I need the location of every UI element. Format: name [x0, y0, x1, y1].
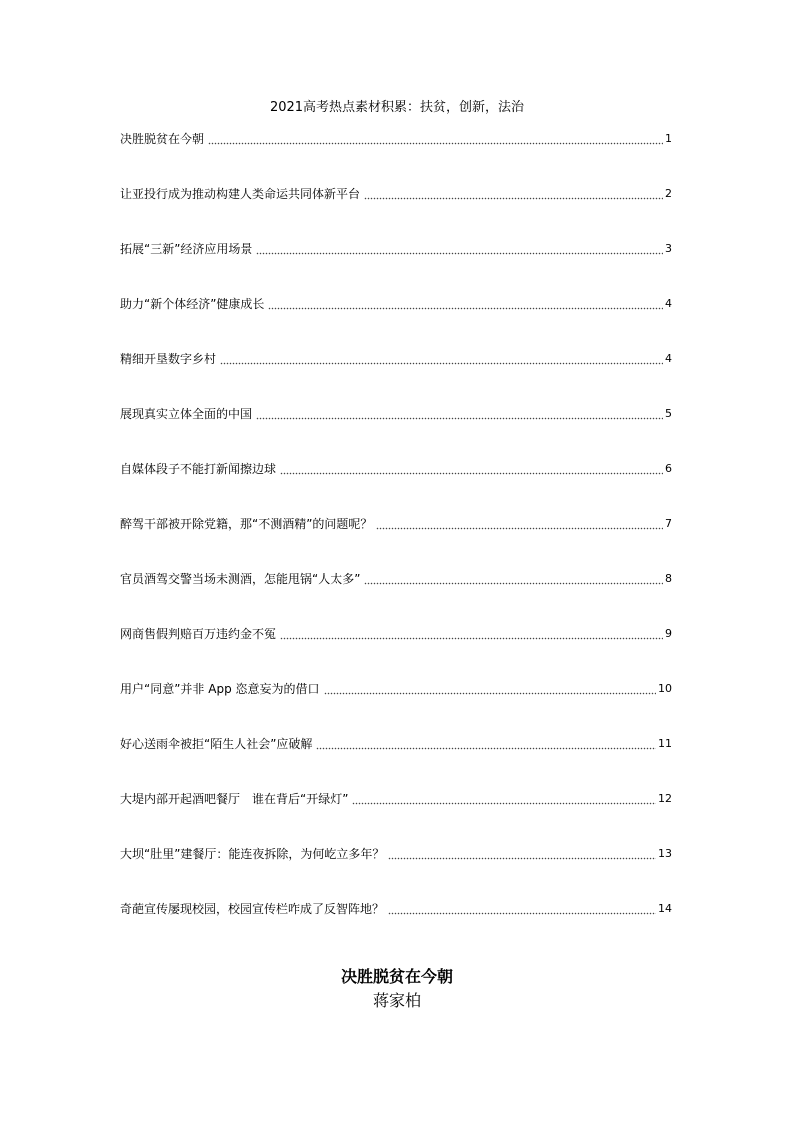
toc-entry-label: 网商售假判赔百万违约金不冤: [120, 627, 277, 641]
toc-entry-page: 1: [665, 132, 672, 145]
toc-entry[interactable]: [120, 898, 672, 953]
toc-leader-dots: [280, 460, 663, 478]
toc-entry-page: 7: [665, 517, 672, 530]
toc-entry-label: 拓展“三新”经济应用场景: [120, 242, 253, 256]
toc-entry-label: 自媒体段子不能打新闻擦边球: [120, 462, 277, 476]
toc-entry-page: 4: [665, 352, 672, 365]
toc-entry-label: 大坝“肚里”建餐厅：能连夜拆除，为何屹立多年？: [120, 847, 385, 861]
toc-entry[interactable]: [120, 733, 672, 788]
toc-entry[interactable]: [120, 403, 672, 458]
toc-entry[interactable]: [120, 513, 672, 568]
toc-entry-page: 9: [665, 627, 672, 640]
toc-entry-page: 12: [658, 792, 672, 805]
toc-leader-dots: [280, 625, 663, 643]
toc-entry-label: 大堤内部开起酒吧餐厅 谁在背后“开绿灯”: [120, 792, 349, 806]
toc-entry[interactable]: [120, 568, 672, 623]
toc-entry-label: 醉驾干部被开除党籍，那“不测酒精”的问题呢？: [120, 517, 373, 531]
toc-entry-label: 精细开垦数字乡村: [120, 352, 217, 366]
toc-entry-page: 10: [658, 682, 672, 695]
toc-entry-label: 让亚投行成为推动构建人类命运共同体新平台: [120, 187, 361, 201]
toc-entry-page: 13: [658, 847, 672, 860]
toc-entry-page: 2: [665, 187, 672, 200]
toc-leader-dots: [388, 900, 656, 918]
toc-entry-label: 展现真实立体全面的中国: [120, 407, 253, 421]
toc-leader-dots: [220, 350, 663, 368]
toc-leader-dots: [316, 735, 656, 753]
toc-entry-page: 4: [665, 297, 672, 310]
table-of-contents: [120, 128, 672, 953]
toc-entry[interactable]: [120, 623, 672, 678]
toc-entry[interactable]: [120, 238, 672, 293]
toc-entry-page: 6: [665, 462, 672, 475]
toc-entry-label: 助力“新个体经济”健康成长: [120, 297, 265, 311]
toc-entry[interactable]: [120, 293, 672, 348]
toc-entry-page: 14: [658, 902, 672, 915]
toc-leader-dots: [364, 570, 663, 588]
toc-entry[interactable]: [120, 788, 672, 843]
toc-leader-dots: [376, 515, 663, 533]
toc-entry[interactable]: [120, 678, 672, 733]
author-name: 蒋家柏: [372, 991, 421, 1010]
toc-entry-page: 3: [665, 242, 672, 255]
toc-entry-page: 8: [665, 572, 672, 585]
toc-leader-dots: [324, 680, 656, 698]
toc-entry-label: 决胜脱贫在今朝: [120, 132, 205, 146]
toc-entry[interactable]: [120, 183, 672, 238]
toc-entry[interactable]: [120, 128, 672, 183]
toc-leader-dots: [388, 845, 656, 863]
toc-entry-label: 官员酒驾交警当场未测酒，怎能甩锅“人太多”: [120, 572, 361, 586]
toc-leader-dots: [364, 185, 663, 203]
toc-entry[interactable]: [120, 458, 672, 513]
toc-entry[interactable]: [120, 348, 672, 403]
toc-leader-dots: [208, 130, 663, 148]
toc-entry-page: 11: [658, 737, 672, 750]
document-title: 2021高考热点素材积累：扶贫，创新，法治: [269, 100, 525, 115]
toc-leader-dots: [256, 240, 663, 258]
toc-leader-dots: [256, 405, 663, 423]
toc-entry-label: 用户“同意”并非 App 恣意妄为的借口: [120, 682, 320, 696]
toc-entry-label: 奇葩宣传屡现校园，校园宣传栏咋成了反智阵地？: [120, 902, 385, 916]
toc-entry-page: 5: [665, 407, 672, 420]
toc-leader-dots: [268, 295, 663, 313]
toc-entry[interactable]: [120, 843, 672, 898]
toc-leader-dots: [352, 790, 656, 808]
toc-entry-label: 好心送雨伞被拒“陌生人社会”应破解: [120, 737, 313, 751]
section-title: 决胜脱贫在今朝: [340, 967, 453, 986]
